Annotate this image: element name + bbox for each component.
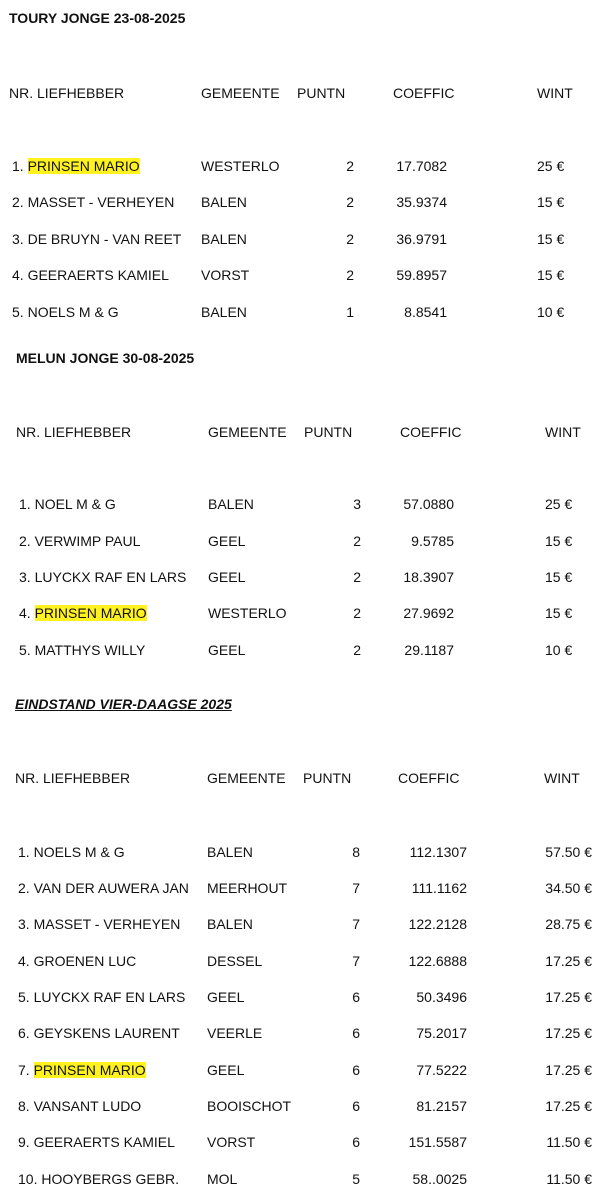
- highlighted-name: PRINSEN MARIO: [27, 158, 140, 174]
- table-row: [0, 192, 602, 212]
- participant-name: LUYCKX RAF EN LARS: [34, 569, 187, 585]
- row-coeffic: 8.8541: [404, 304, 447, 320]
- row-puntn: 2: [346, 267, 354, 283]
- row-coeffic: 29.1187: [404, 642, 454, 658]
- row-wint: 17.25 €: [545, 1025, 592, 1041]
- row-puntn: 2: [353, 642, 361, 658]
- participant-name: GEERAERTS KAMIEL: [33, 1134, 175, 1150]
- row-coeffic: 57.0880: [403, 496, 454, 512]
- row-coeffic: 27.9692: [403, 605, 454, 621]
- row-coeffic: 151.5587: [408, 1134, 467, 1150]
- row-wint: 17.25 €: [545, 1098, 592, 1114]
- row-rank: 8.: [18, 1098, 30, 1114]
- table-row: [0, 265, 602, 285]
- header-gemeente: GEMEENTE: [208, 424, 287, 440]
- row-gemeente: DESSEL: [207, 953, 263, 969]
- row-puntn: 1: [346, 304, 354, 320]
- row-gemeente: MEERHOUT: [207, 880, 288, 896]
- row-coeffic: 36.9791: [396, 231, 447, 247]
- table-header: [0, 768, 602, 788]
- header-liefhebber: NR. LIEFHEBBER: [16, 424, 132, 440]
- row-coeffic: 111.1162: [411, 880, 467, 896]
- table-row: [0, 531, 602, 551]
- participant-name: NOELS M & G: [27, 304, 119, 320]
- header-gemeente: GEMEENTE: [201, 85, 280, 101]
- row-wint: 15 €: [537, 267, 565, 283]
- table-row: [0, 494, 602, 514]
- table-row: [0, 640, 602, 660]
- section-title: EINDSTAND VIER-DAAGSE 2025: [15, 696, 232, 712]
- row-participant: [18, 1169, 179, 1189]
- row-coeffic: 18.3907: [403, 569, 454, 585]
- row-participant: [18, 987, 185, 1007]
- row-participant: [19, 567, 186, 587]
- row-participant: [18, 951, 136, 971]
- row-puntn: 2: [346, 158, 354, 174]
- participant-name: MATTHYS WILLY: [34, 642, 146, 658]
- row-gemeente: BOOISCHOT: [207, 1098, 292, 1114]
- header-liefhebber: NR. LIEFHEBBER: [15, 770, 131, 786]
- row-wint: 15 €: [545, 605, 573, 621]
- row-rank: 4.: [18, 953, 30, 969]
- row-participant: [19, 603, 147, 623]
- header-coeffic: COEFFIC: [393, 85, 455, 101]
- participant-name: DE BRUYN - VAN REET: [27, 231, 182, 247]
- row-participant: [19, 531, 140, 551]
- section-title: MELUN JONGE 30-08-2025: [16, 350, 195, 366]
- row-gemeente: WESTERLO: [201, 158, 280, 174]
- row-wint: 17.25 €: [545, 1062, 592, 1078]
- row-rank: 10.: [18, 1171, 38, 1187]
- participant-name: VANSANT LUDO: [33, 1098, 142, 1114]
- row-rank: 9.: [18, 1134, 30, 1150]
- row-coeffic: 17.7082: [396, 158, 447, 174]
- table-row: [0, 567, 602, 587]
- row-gemeente: VORST: [201, 267, 250, 283]
- row-rank: 7.: [18, 1062, 30, 1078]
- participant-name: MASSET - VERHEYEN: [27, 194, 175, 210]
- participant-name: LUYCKX RAF EN LARS: [33, 989, 186, 1005]
- row-gemeente: GEEL: [208, 533, 246, 549]
- row-rank: 1.: [19, 496, 31, 512]
- header-puntn: PUNTN: [304, 424, 353, 440]
- table-row: [0, 603, 602, 623]
- highlighted-name: PRINSEN MARIO: [33, 1062, 146, 1078]
- row-puntn: 2: [346, 231, 354, 247]
- row-puntn: 3: [353, 496, 361, 512]
- row-participant: [18, 842, 125, 862]
- header-coeffic: COEFFIC: [398, 770, 460, 786]
- table-header: [0, 83, 602, 103]
- row-rank: 3.: [12, 231, 24, 247]
- row-wint: 10 €: [537, 304, 565, 320]
- row-rank: 4.: [12, 267, 24, 283]
- row-puntn: 6: [352, 1098, 360, 1114]
- header-puntn: PUNTN: [303, 770, 352, 786]
- row-participant: [18, 1023, 180, 1043]
- row-rank: 3.: [19, 569, 31, 585]
- row-gemeente: GEEL: [207, 1062, 245, 1078]
- table-row: [0, 1096, 602, 1116]
- row-coeffic: 122.2128: [408, 916, 467, 932]
- row-wint: 11.50 €: [546, 1134, 592, 1150]
- row-puntn: 7: [352, 880, 360, 896]
- row-puntn: 2: [346, 194, 354, 210]
- row-participant: [12, 302, 119, 322]
- row-wint: 25 €: [545, 496, 573, 512]
- row-participant: [12, 156, 140, 176]
- table-header: [0, 422, 602, 442]
- row-gemeente: BALEN: [201, 231, 247, 247]
- row-participant: [18, 1060, 146, 1080]
- participant-name: GROENEN LUC: [33, 953, 137, 969]
- row-coeffic: 112.1307: [409, 844, 467, 860]
- row-wint: 15 €: [545, 569, 573, 585]
- participant-name: NOEL M & G: [34, 496, 116, 512]
- header-coeffic: COEFFIC: [400, 424, 462, 440]
- row-gemeente: BALEN: [207, 916, 253, 932]
- row-coeffic: 9.5785: [411, 533, 454, 549]
- header-wint: WINT: [545, 424, 581, 440]
- table-row: [0, 229, 602, 249]
- row-puntn: 7: [352, 916, 360, 932]
- row-wint: 28.75 €: [545, 916, 592, 932]
- row-gemeente: WESTERLO: [208, 605, 287, 621]
- row-puntn: 2: [353, 569, 361, 585]
- table-row: [0, 987, 602, 1007]
- table-row: [0, 1060, 602, 1080]
- row-puntn: 8: [352, 844, 360, 860]
- row-rank: 1.: [18, 844, 30, 860]
- participant-name: HOOYBERGS GEBR.: [41, 1171, 180, 1187]
- table-row: [0, 1132, 602, 1152]
- row-participant: [18, 1132, 175, 1152]
- row-rank: 1.: [12, 158, 24, 174]
- table-row: [0, 1169, 602, 1189]
- row-participant: [12, 265, 169, 285]
- row-gemeente: GEEL: [208, 642, 246, 658]
- row-rank: 2.: [12, 194, 24, 210]
- row-rank: 5.: [18, 989, 30, 1005]
- row-wint: 57.50 €: [545, 844, 592, 860]
- row-rank: 6.: [18, 1025, 30, 1041]
- table-row: [0, 914, 602, 934]
- row-rank: 5.: [12, 304, 24, 320]
- row-gemeente: BALEN: [201, 304, 247, 320]
- header-puntn: PUNTN: [297, 85, 346, 101]
- table-row: [0, 878, 602, 898]
- row-gemeente: GEEL: [208, 569, 246, 585]
- section-title: TOURY JONGE 23-08-2025: [9, 10, 186, 26]
- row-puntn: 6: [352, 989, 360, 1005]
- row-puntn: 6: [352, 1134, 360, 1150]
- participant-name: NOELS M & G: [33, 844, 125, 860]
- row-gemeente: BALEN: [201, 194, 247, 210]
- row-rank: 4.: [19, 605, 31, 621]
- row-coeffic: 81.2157: [416, 1098, 467, 1114]
- row-puntn: 2: [353, 605, 361, 621]
- row-gemeente: VORST: [207, 1134, 256, 1150]
- row-wint: 15 €: [545, 533, 573, 549]
- participant-name: GEYSKENS LAURENT: [33, 1025, 180, 1041]
- row-participant: [12, 229, 181, 249]
- row-wint: 17.25 €: [545, 989, 592, 1005]
- table-row: [0, 842, 602, 862]
- row-rank: 5.: [19, 642, 31, 658]
- row-coeffic: 59.8957: [396, 267, 447, 283]
- row-puntn: 5: [352, 1171, 360, 1187]
- header-liefhebber: NR. LIEFHEBBER: [9, 85, 125, 101]
- row-puntn: 6: [352, 1062, 360, 1078]
- row-wint: 15 €: [537, 194, 565, 210]
- row-coeffic: 35.9374: [396, 194, 447, 210]
- row-participant: [19, 494, 116, 514]
- row-coeffic: 77.5222: [416, 1062, 467, 1078]
- row-wint: 34.50 €: [545, 880, 592, 896]
- row-gemeente: BALEN: [207, 844, 253, 860]
- row-puntn: 6: [352, 1025, 360, 1041]
- row-participant: [18, 914, 180, 934]
- row-wint: 25 €: [537, 158, 565, 174]
- row-participant: [19, 640, 145, 660]
- row-wint: 17.25 €: [545, 953, 592, 969]
- row-coeffic: 58..0025: [412, 1171, 467, 1187]
- row-wint: 10 €: [545, 642, 573, 658]
- row-rank: 2.: [19, 533, 31, 549]
- row-coeffic: 75.2017: [416, 1025, 467, 1041]
- table-row: [0, 1023, 602, 1043]
- row-wint: 11.50 €: [546, 1171, 592, 1187]
- row-rank: 2.: [18, 880, 30, 896]
- participant-name: MASSET - VERHEYEN: [33, 916, 181, 932]
- row-gemeente: VEERLE: [207, 1025, 263, 1041]
- header-wint: WINT: [544, 770, 580, 786]
- row-gemeente: MOL: [207, 1171, 238, 1187]
- row-puntn: 2: [353, 533, 361, 549]
- row-gemeente: BALEN: [208, 496, 254, 512]
- row-gemeente: GEEL: [207, 989, 245, 1005]
- row-participant: [18, 1096, 141, 1116]
- participant-name: VAN DER AUWERA JAN: [33, 880, 189, 896]
- row-participant: [18, 878, 189, 898]
- participant-name: GEERAERTS KAMIEL: [27, 267, 169, 283]
- row-participant: [12, 192, 174, 212]
- participant-name: VERWIMP PAUL: [34, 533, 141, 549]
- row-wint: 15 €: [537, 231, 565, 247]
- header-gemeente: GEMEENTE: [207, 770, 286, 786]
- table-row: [0, 951, 602, 971]
- header-wint: WINT: [537, 85, 573, 101]
- row-rank: 3.: [18, 916, 30, 932]
- row-coeffic: 122.6888: [408, 953, 467, 969]
- row-puntn: 7: [352, 953, 360, 969]
- row-coeffic: 50.3496: [416, 989, 467, 1005]
- table-row: [0, 156, 602, 176]
- highlighted-name: PRINSEN MARIO: [34, 605, 147, 621]
- table-row: [0, 302, 602, 322]
